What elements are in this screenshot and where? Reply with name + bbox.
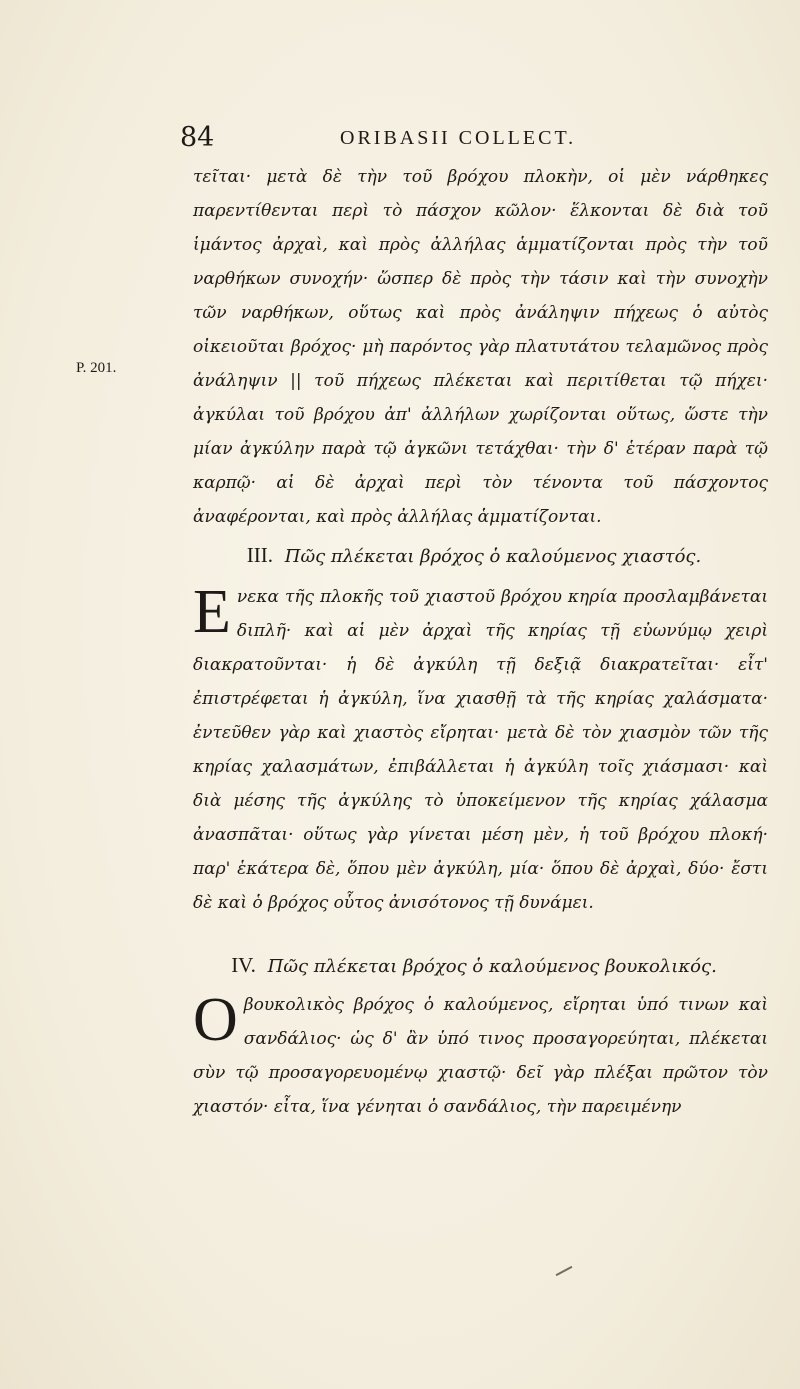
page-number: 84: [180, 122, 215, 153]
drop-cap: O: [193, 986, 238, 1054]
section-heading-3: [180, 540, 768, 572]
paragraph-text: νεκα τῆς πλοκῆς τοῦ χιαστοῦ βρόχου κηρία προσλαμβάνεται διπλῆ· καὶ αἱ μὲν ἀρχαὶ τῆς κηρίας τῇ εὐωνύμῳ χειρὶ διακρατοῦνται· ἡ δὲ ἀγκύλη τῇ δεξιᾷ διακρατεῖται· εἶτ' ἐπιστρέφεται ἡ ἀγκύλη, ἵνα χιασθῇ τὰ τῆς κηρίας χαλάσματα· ἐντεῦθεν γὰρ καὶ χιαστὸς εἴρηται· μετὰ δὲ τὸν χιασμὸν τῶν τῆς κηρίας χαλασμάτων, ἐπιβάλλεται ἡ ἀγκύλη τοῖς χιάσμασι· καὶ διὰ μέσης τῆς ἀγκύλης τὸ ὑποκείμενον τῆς κηρίας χάλασμα ἀνασπᾶται· οὕτως γὰρ γίνεται μέση μὲν, ἡ τοῦ βρόχου πλοκή· παρ' ἑκάτερα δὲ, ὅπου μὲν ἀγκύλη, μία· ὅπου δὲ ἀρχαὶ, δύο· ἔστι δὲ καὶ ὁ βρόχος οὗτος ἀνισότονος τῇ δυνάμει.: [193, 587, 768, 913]
drop-cap: E: [193, 578, 231, 646]
paragraph-continuation: τεῖται· μετὰ δὲ τὴν τοῦ βρόχου πλοκὴν, οἱ μὲν νάρθηκες παρεντίθενται περὶ τὸ πάσχον κῶλον· ἕλκονται δὲ διὰ τοῦ ἱμάντος ἀρχαὶ, καὶ πρὸς ἀλλήλας ἁμματίζονται πρὸς τὴν τοῦ ναρθήκων συνοχήν· ὥσπερ δὲ πρὸς τὴν τάσιν καὶ τὴν συνοχὴν τῶν ναρθήκων, οὕτως καὶ πρὸς ἀνάληψιν πήχεως ὁ αὐτὸς οἰκειοῦται βρόχος· μὴ παρόντος γὰρ πλατυτάτου τελαμῶνος πρὸς ἀνάληψιν || τοῦ πήχεως πλέκεται καὶ περιτίθεται τῷ πήχει· ἀγκύλαι τοῦ βρόχου ἀπ' ἀλλήλων χωρίζονται οὕτως, ὥστε τὴν μίαν ἀγκύλην παρὰ τῷ ἀγκῶνι τετάχθαι· τὴν δ' ἑτέραν παρὰ τῷ καρπῷ· αἱ δὲ ἀρχαὶ περὶ τὸν τένοντα τοῦ πάσχοντος ἀναφέρονται, καὶ πρὸς ἀλλήλας ἁμματίζονται.: [193, 167, 768, 527]
section-heading-4: [180, 950, 768, 982]
paragraph-boukolikos: [193, 988, 768, 1124]
section-number: III.: [246, 543, 274, 567]
section-title: Πῶς πλέκεται βρόχος ὁ καλούμενος βουκολικός.: [267, 956, 717, 977]
section-title: Πῶς πλέκεται βρόχος ὁ καλούμενος χιαστός.: [284, 546, 702, 567]
running-head: ORIBASII COLLECT.: [340, 127, 577, 149]
margin-page-reference: P. 201.: [76, 360, 117, 376]
ink-mark: [556, 1266, 573, 1276]
section-number: IV.: [231, 953, 256, 977]
paragraph-text: βουκολικὸς βρόχος ὁ καλούμενος, εἴρηται ὑπό τινων καὶ σανδάλιος· ὡς δ' ἂν ὑπό τινος προσαγορεύηται, πλέκεται σὺν τῷ προσαγορευομένῳ χιαστῷ· δεῖ γὰρ πλέξαι πρῶτον τὸν χιαστόν· εἶτα, ἵνα γένηται ὁ σανδάλιος, τὴν παρειμένην: [193, 995, 768, 1117]
page-header: [180, 120, 740, 160]
paragraph-chiastos: [193, 580, 768, 920]
